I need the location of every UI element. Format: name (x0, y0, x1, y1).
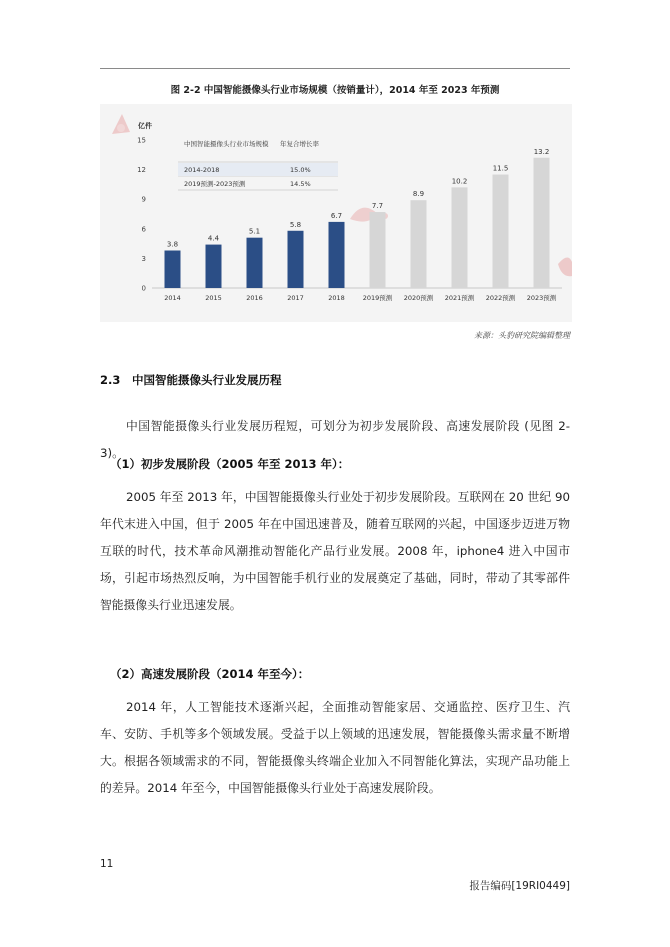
stage2-paragraph: 2014 年，人工智能技术逐渐兴起，全面推动智能家居、交通监控、医疗卫生、汽车、安防、手机等多个领域发展。受益于以上领域的迅速发展，智能摄像头需求量不断增大。根据各领域需求的不同，智能摄像头终端企业加入不同智能化算法，实现产品功能上的差异。2014 年至今，中国智能摄像头行业处于高速发展阶段。 (100, 700, 570, 795)
legend-table (178, 134, 338, 190)
y-tick-label: 6 (141, 225, 146, 234)
bar-value-label: 13.2 (533, 147, 550, 156)
bar-2015 (206, 245, 222, 288)
bar-2022预测 (493, 175, 509, 288)
intro-paragraph: 中国智能摄像头行业发展历程短，可划分为初步发展阶段、高速发展阶段 (见图 2-3)。 (100, 419, 570, 460)
section-number: 2.3 (100, 373, 121, 387)
bar-value-label: 4.4 (207, 234, 220, 243)
stage1-heading: （1）初步发展阶段（2005 年至 2013 年）： (110, 457, 350, 471)
section-heading (100, 372, 282, 388)
bar-2019预测 (370, 212, 386, 288)
bar-value-label: 8.9 (412, 190, 425, 199)
y-tick-label: 9 (141, 195, 146, 204)
legend-header-col2: 年复合增长率 (280, 140, 319, 148)
y-tick-label: 15 (137, 136, 146, 145)
bar-value-label: 7.7 (371, 202, 384, 211)
bar-2020预测 (411, 200, 427, 288)
bar-value-label: 11.5 (492, 164, 509, 173)
stage2-heading: （2）高速发展阶段（2014 年至今）： (110, 667, 310, 681)
watermark-logo-icon (112, 114, 130, 134)
x-tick-label: 2023预测 (526, 294, 557, 302)
x-tick-label: 2022预测 (485, 294, 516, 302)
page-number: 11 (100, 858, 114, 870)
bar-value-label: 10.2 (451, 177, 468, 186)
legend-row2-period: 2019预测-2023预测 (184, 180, 246, 188)
x-tick-label: 2021预测 (444, 294, 475, 302)
x-tick-label: 2015 (205, 294, 222, 302)
bar-2018 (329, 222, 345, 288)
x-tick-label: 2019预测 (362, 294, 393, 302)
y-tick-label: 0 (141, 284, 146, 293)
x-tick-label: 2018 (328, 294, 345, 302)
bar-value-label: 6.7 (330, 211, 343, 220)
bar-value-label: 5.8 (289, 220, 302, 229)
bar-value-label: 3.8 (166, 240, 179, 249)
bar-2023预测 (534, 158, 550, 288)
legend-row2-rate: 14.5% (290, 180, 311, 188)
bar-2021预测 (452, 187, 468, 288)
figure-source: 来源：头豹研究院编辑整理 (474, 331, 570, 340)
legend-row1-period: 2014-2018 (184, 166, 220, 174)
bar-2017 (288, 231, 304, 288)
bar-chart-svg (100, 104, 572, 322)
y-tick-label: 3 (141, 254, 146, 263)
x-tick-label: 2017 (287, 294, 304, 302)
y-tick-label: 12 (137, 166, 146, 175)
header-rule (100, 68, 570, 69)
y-axis-unit-label: 亿件 (138, 122, 152, 130)
x-tick-label: 2020预测 (403, 294, 434, 302)
section-title: 中国智能摄像头行业发展历程 (132, 373, 282, 387)
report-code: 报告编码[19RI0449] (469, 880, 570, 892)
figure-title: 图 2-2 中国智能摄像头行业市场规模（按销量计），2014 年至 2023 年预测 (170, 85, 500, 96)
bar-value-label: 5.1 (248, 227, 261, 236)
bar-chart (100, 104, 572, 322)
bar-2014 (165, 251, 181, 288)
legend-header-col1: 中国智能摄像头行业市场规模 (184, 140, 269, 148)
x-tick-label: 2016 (246, 294, 263, 302)
legend-row1-rate: 15.0% (290, 166, 311, 174)
stage1-paragraph: 2005 年至 2013 年，中国智能摄像头行业处于初步发展阶段。互联网在 20 世纪 90 年代末进入中国，但于 2005 年在中国迅速普及，随着互联网的兴起，中国逐步迈进万物互联的时代，技术革命风潮推动智能化产品行业发展。2008 年，iphone4 进入中国市场，引起市场热烈反响，为中国智能手机行业的发展奠定了基础，同时，带动了其零部件智能摄像头行业迅速发展。 (100, 490, 570, 612)
watermark-logo-right-icon (558, 257, 572, 276)
bar-2016 (247, 238, 263, 288)
x-tick-label: 2014 (164, 294, 181, 302)
